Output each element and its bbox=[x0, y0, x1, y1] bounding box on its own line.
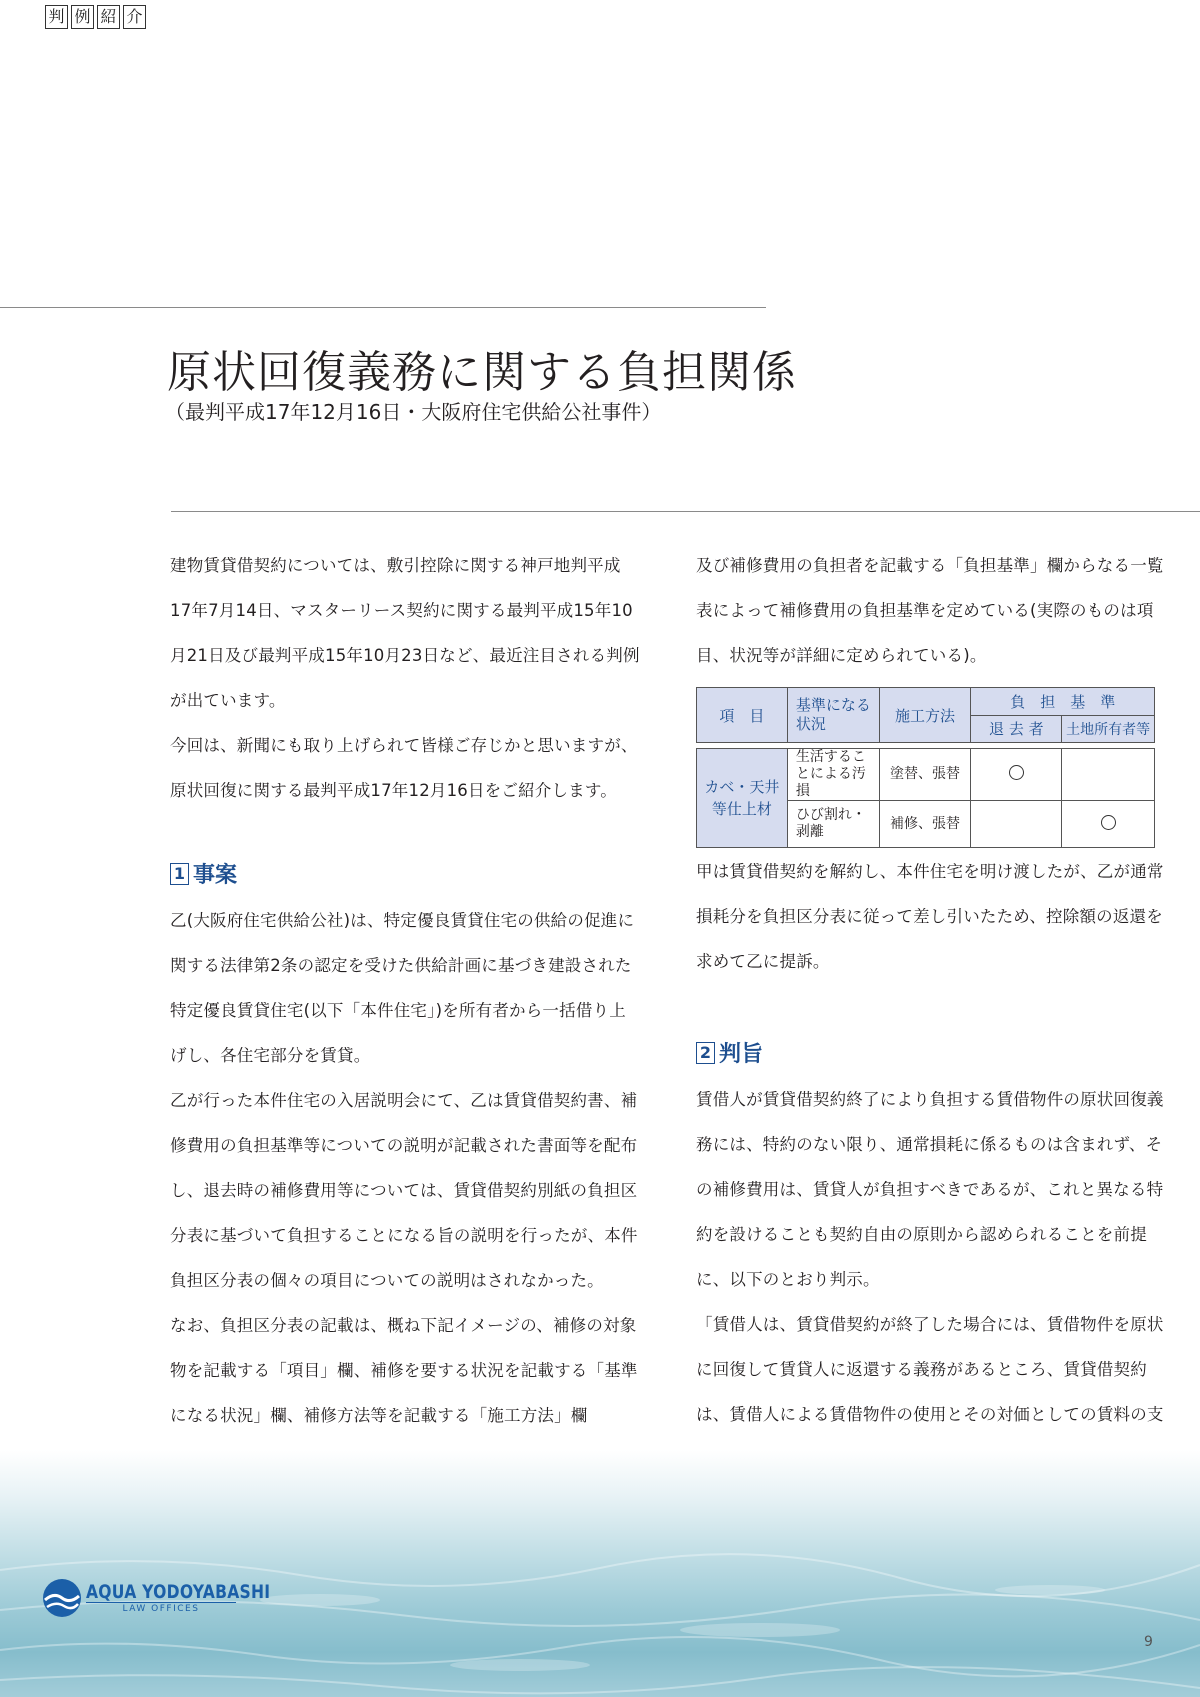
section-title: 事案 bbox=[193, 863, 238, 888]
body-paragraph: 甲は賃貸借契約を解約し、本件住宅を明け渡したが、乙が通常損耗分を負担区分表に従って差し引いたため、控除額の返還を求めて乙に提訴。 bbox=[696, 862, 1164, 971]
section-1-heading bbox=[170, 858, 237, 889]
body-paragraph: 乙(大阪府住宅供給公社)は、特定優良賃貸住宅の供給の促進に関する法律第2条の認定を受けた供給計画に基づき建設された特定優良賃貸住宅(以下「本件住宅」)を所有者から一括借り上げし、各住宅部分を賃貸。 bbox=[170, 911, 635, 1065]
section-number-box: 2 bbox=[696, 1042, 715, 1064]
corner-char: 紹 bbox=[97, 5, 120, 29]
article-subtitle: （最判平成17年12月16日・大阪府住宅供給公社事件） bbox=[165, 400, 662, 424]
wave-logo-icon bbox=[42, 1578, 82, 1618]
section-1-body bbox=[170, 898, 640, 1438]
circle-mark bbox=[1009, 765, 1024, 780]
table-header-tenant: 退 去 者 bbox=[971, 715, 1062, 743]
middle-divider bbox=[171, 511, 1200, 512]
logo-wordmark: AQUA YODOYABASHI bbox=[86, 1581, 271, 1603]
right-column-top bbox=[696, 543, 1166, 678]
table-cell-tenant bbox=[971, 801, 1062, 848]
table-header-item: 項 目 bbox=[697, 688, 788, 743]
table-cell-tenant bbox=[971, 749, 1062, 801]
table-cell-owner bbox=[1062, 801, 1155, 848]
top-divider bbox=[0, 307, 766, 308]
table-cell-condition: 生活することによる汚損 bbox=[787, 749, 879, 801]
article-title: 原状回復義務に関する負担関係 bbox=[167, 347, 797, 398]
intro-paragraph: 今回は、新聞にも取り上げられて皆様ご存じかと思いますが、原状回復に関する最判平成17年12月16日をご紹介します。 bbox=[170, 736, 638, 800]
corner-char: 例 bbox=[71, 5, 94, 29]
right-column-after-table bbox=[696, 849, 1166, 984]
table-header-owner: 土地所有者等 bbox=[1062, 715, 1155, 743]
table-cell-method: 補修、張替 bbox=[879, 801, 971, 848]
section-2-body bbox=[696, 1077, 1166, 1482]
body-paragraph: なお、負担区分表の記載は、概ね下記イメージの、補修の対象物を記載する「項目」欄、補修を要する状況を記載する「基準になる状況」欄、補修方法等を記載する「施工方法」欄 bbox=[170, 1316, 638, 1425]
intro-paragraph: 建物賃貸借契約については、敷引控除に関する神戸地判平成17年7月14日、マスターリース契約に関する最判平成15年10月21日及び最判平成15年10月23日など、最近注目される判例が出ています。 bbox=[170, 556, 640, 710]
section-2-heading bbox=[696, 1037, 763, 1068]
corner-char: 判 bbox=[45, 5, 68, 29]
water-ripples bbox=[0, 1450, 1200, 1697]
logo-subtitle: LAW OFFICES bbox=[86, 1602, 236, 1614]
table-header-burden: 負 担 基 準 bbox=[971, 688, 1155, 716]
burden-table bbox=[696, 687, 1155, 848]
table-cell-condition: ひび割れ・剥離 bbox=[787, 801, 879, 848]
corner-char: 介 bbox=[123, 5, 146, 29]
table-header-method: 施工方法 bbox=[879, 688, 971, 743]
circle-mark bbox=[1101, 815, 1116, 830]
section-number-box: 1 bbox=[170, 863, 189, 885]
body-paragraph: 「賃借人は、賃貸借契約が終了した場合には、賃借物件を原状に回復して賃貸人に返還する義務があるところ、賃貸借契約は、賃借人による賃借物件の使用とその対価としての賃料の支 bbox=[696, 1315, 1164, 1424]
table-cell-method: 塗替、張替 bbox=[879, 749, 971, 801]
corner-label bbox=[45, 5, 146, 29]
body-paragraph: 賃借人が賃貸借契約終了により負担する賃借物件の原状回復義務には、特約のない限り、通常損耗に係るものは含まれず、その補修費用は、賃貸人が負担すべきであるが、これと異なる特約を設けることも契約自由の原則から認められることを前提に、以下のとおり判示。 bbox=[696, 1090, 1164, 1289]
table-header-condition: 基準になる状況 bbox=[787, 688, 879, 743]
firm-logo bbox=[42, 1578, 311, 1618]
page-number: 9 bbox=[1144, 1634, 1153, 1650]
table-cell-owner bbox=[1062, 749, 1155, 801]
intro-column bbox=[170, 543, 640, 813]
body-paragraph: 乙が行った本件住宅の入居説明会にて、乙は賃貸借契約書、補修費用の負担基準等についての説明が記載された書面等を配布し、退去時の補修費用等については、賃貸借契約別紙の負担区分表に基づいて負担することになる旨の説明を行ったが、本件負担区分表の個々の項目についての説明はされなかった。 bbox=[170, 1091, 638, 1290]
table-category: カベ・天井等仕上材 bbox=[697, 749, 788, 848]
body-paragraph: 及び補修費用の負担者を記載する「負担基準」欄からなる一覧表によって補修費用の負担基準を定めている(実際のものは項目、状況等が詳細に定められている)。 bbox=[696, 556, 1164, 665]
section-title: 判旨 bbox=[719, 1042, 764, 1067]
